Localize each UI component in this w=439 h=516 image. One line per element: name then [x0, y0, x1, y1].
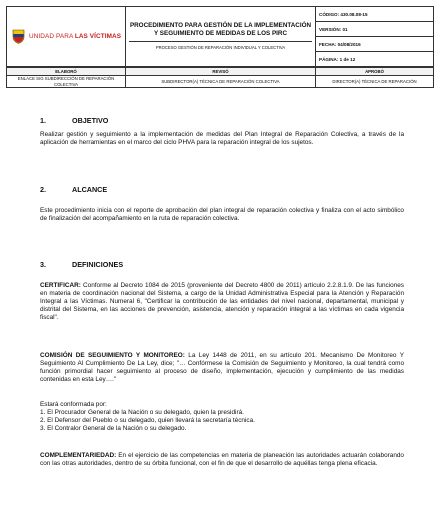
definition-text: Conforme al Decreto 1084 de 2015 (proveniente del Decreto 4800 de 2011) artículo 2.2.8.1.9. De las funciones en materia de coordinación nacional del Sistema, a cargo de la Unidad Administrativa Especial para la Atención y Reparación Integral a las Víctimas. Numeral 6, "Certificar la contribución de las entidades del nivel nacional, departamental, municipal y distrital del Sistema, en las acciones de prevención, asistencia, atención y reparación integral a las víctimas en cada vigencia fiscal". — [40, 282, 404, 322]
section-title: OBJETIVO — [72, 116, 109, 125]
document-code: CÓDIGO: 430.08.08-15 — [316, 7, 434, 22]
elaboro-value: ENLACE SIG SUBDIRECCIÓN DE REPARACIÓN COLECTIVA — [7, 76, 126, 88]
document-date: FECHA: 04/08/2016 — [316, 37, 434, 52]
aprobo-value: DIRECTOR(A) TÉCNICA DE REPARACIÓN — [316, 76, 434, 88]
definition-text: La Ley 1448 de 2011, en su artículo 201. Mecanismo De Monitoreo Y Seguimiento Al Cumplimiento De La Ley, dice; "… Confórmese la Comisión de Seguimiento y Monitoreo, la cual tendrá como función primordial hacer seguimiento al proceso de diseño, implementación, ejecución y cumplimiento de las medidas contenidas en esta Ley…." — [40, 352, 404, 384]
section-number: 3. — [40, 260, 46, 269]
section-heading-definiciones — [40, 260, 123, 269]
reviso-value: SUBDIRECTOR(A) TÉCNICA DE REPARACIÓN COLECTIVA — [126, 76, 316, 88]
section-heading-objetivo — [40, 116, 108, 125]
definition-term: COMPLEMENTARIEDAD: — [40, 452, 117, 459]
section-title: DEFINICIONES — [72, 260, 124, 269]
alcance-paragraph: Este procedimiento inicia con el reporte de aprobación del plan integral de reparación colectiva y finaliza con el acto simbólico de finalización del acompañamiento en la ruta de reparación colectiva. — [40, 207, 404, 223]
definition-comision — [40, 352, 404, 384]
document-version: VERSIÓN: 01 — [316, 22, 434, 37]
definition-complementariedad — [40, 452, 404, 468]
definition-certificar — [40, 282, 404, 322]
section-number: 1. — [40, 116, 46, 125]
process-name: PROCESO GESTIÓN DE REPARACIÓN INDIVIDUAL Y COLECTIVA — [129, 41, 312, 51]
aprobo-header: APROBÓ — [316, 68, 434, 76]
definition-term: CERTIFICAR: — [40, 282, 81, 289]
list-item: 1. El Procurador General de la Nación o su delegado, quien la presidirá. — [40, 409, 244, 417]
section-number: 2. — [40, 185, 46, 194]
page-number: PÁGINA: 1 de 12 — [316, 52, 434, 67]
section-title: ALCANCE — [72, 185, 108, 194]
list-item: 2. El Defensor del Pueblo o su delegado, quien llevará la secretaría técnica. — [40, 417, 255, 425]
unidad-victimas-logo — [7, 29, 125, 44]
section-heading-alcance — [40, 185, 107, 194]
logo-cell — [7, 7, 126, 67]
list-intro: Estará conformada por: — [40, 401, 107, 408]
logo-text: UNIDAD PARA LAS VÍCTIMAS — [29, 33, 122, 40]
coat-of-arms-icon — [12, 29, 25, 44]
definition-term: COMISIÓN DE SEGUIMIENTO Y MONITOREO: — [40, 352, 185, 359]
comision-members-list — [40, 401, 404, 433]
approval-table — [6, 67, 434, 88]
definition-text: En el ejercicio de las competencias en materia de planeación las autoridades actuarán colaborando con las otras autoridades, dentro de su órbita funcional, con el fin de que el desarrollo de aquéllas tenga plena eficacia. — [40, 452, 404, 468]
title-cell — [126, 7, 316, 67]
objetivo-paragraph: Realizar gestión y seguimiento a la implementación de medidas del Plan Integral de Reparación Colectiva, a través de la aplicación de herramientas en el marco del ciclo PHVA para la reparación integral de los sujetos. — [40, 131, 404, 147]
reviso-header: REVISÓ — [126, 68, 316, 76]
document-title: PROCEDIMIENTO PARA GESTIÓN DE LA IMPLEMENTACIÓN Y SEGUIMIENTO DE MEDIDAS DE LOS PIRC — [129, 22, 312, 37]
list-item: 3. El Contralor General de la Nación o su delegado. — [40, 425, 187, 433]
document-header — [6, 6, 434, 67]
elaboro-header: ELABORÓ — [7, 68, 126, 76]
